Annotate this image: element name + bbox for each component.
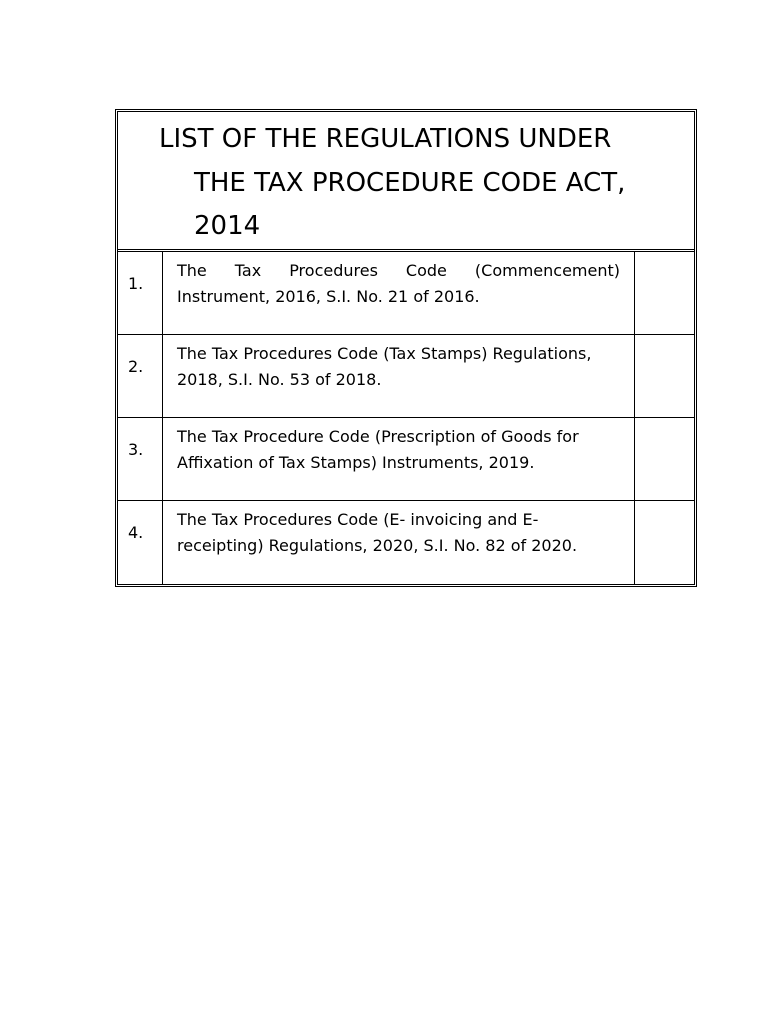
regulation-line: The Tax Procedures Code (Tax Stamps) Regulations, — [177, 344, 592, 363]
regulation-text — [163, 252, 635, 334]
title-line-3: 2014 — [194, 211, 261, 241]
empty-cell — [635, 252, 694, 334]
regulation-line: The Tax Procedures Code (E- invoicing and E- — [177, 510, 539, 529]
table-row — [118, 335, 694, 418]
empty-cell — [635, 418, 694, 500]
regulation-text — [163, 501, 635, 584]
row-number: 4. — [118, 501, 163, 584]
regulation-text — [163, 418, 635, 500]
regulation-line: Instrument, 2016, S.I. No. 21 of 2016. — [177, 287, 480, 306]
regulation-text — [163, 335, 635, 417]
row-number: 2. — [118, 335, 163, 417]
regulations-table — [115, 109, 697, 587]
regulation-line: receipting) Regulations, 2020, S.I. No. 82 of 2020. — [177, 536, 578, 555]
table-row — [118, 501, 694, 584]
empty-cell — [635, 501, 694, 584]
regulation-line: 2018, S.I. No. 53 of 2018. — [177, 370, 382, 389]
row-number: 1. — [118, 252, 163, 334]
table-title — [118, 112, 694, 252]
regulation-line: Affixation of Tax Stamps) Instruments, 2019. — [177, 453, 535, 472]
table-row — [118, 418, 694, 501]
title-line-1: LIST OF THE REGULATIONS UNDER — [159, 124, 612, 154]
empty-cell — [635, 335, 694, 417]
regulation-line: The Tax Procedure Code (Prescription of Goods for — [177, 427, 579, 446]
row-number: 3. — [118, 418, 163, 500]
regulation-line: The Tax Procedures Code (Commencement) — [177, 261, 620, 280]
title-line-2: THE TAX PROCEDURE CODE ACT, — [194, 168, 626, 198]
table-row — [118, 252, 694, 335]
